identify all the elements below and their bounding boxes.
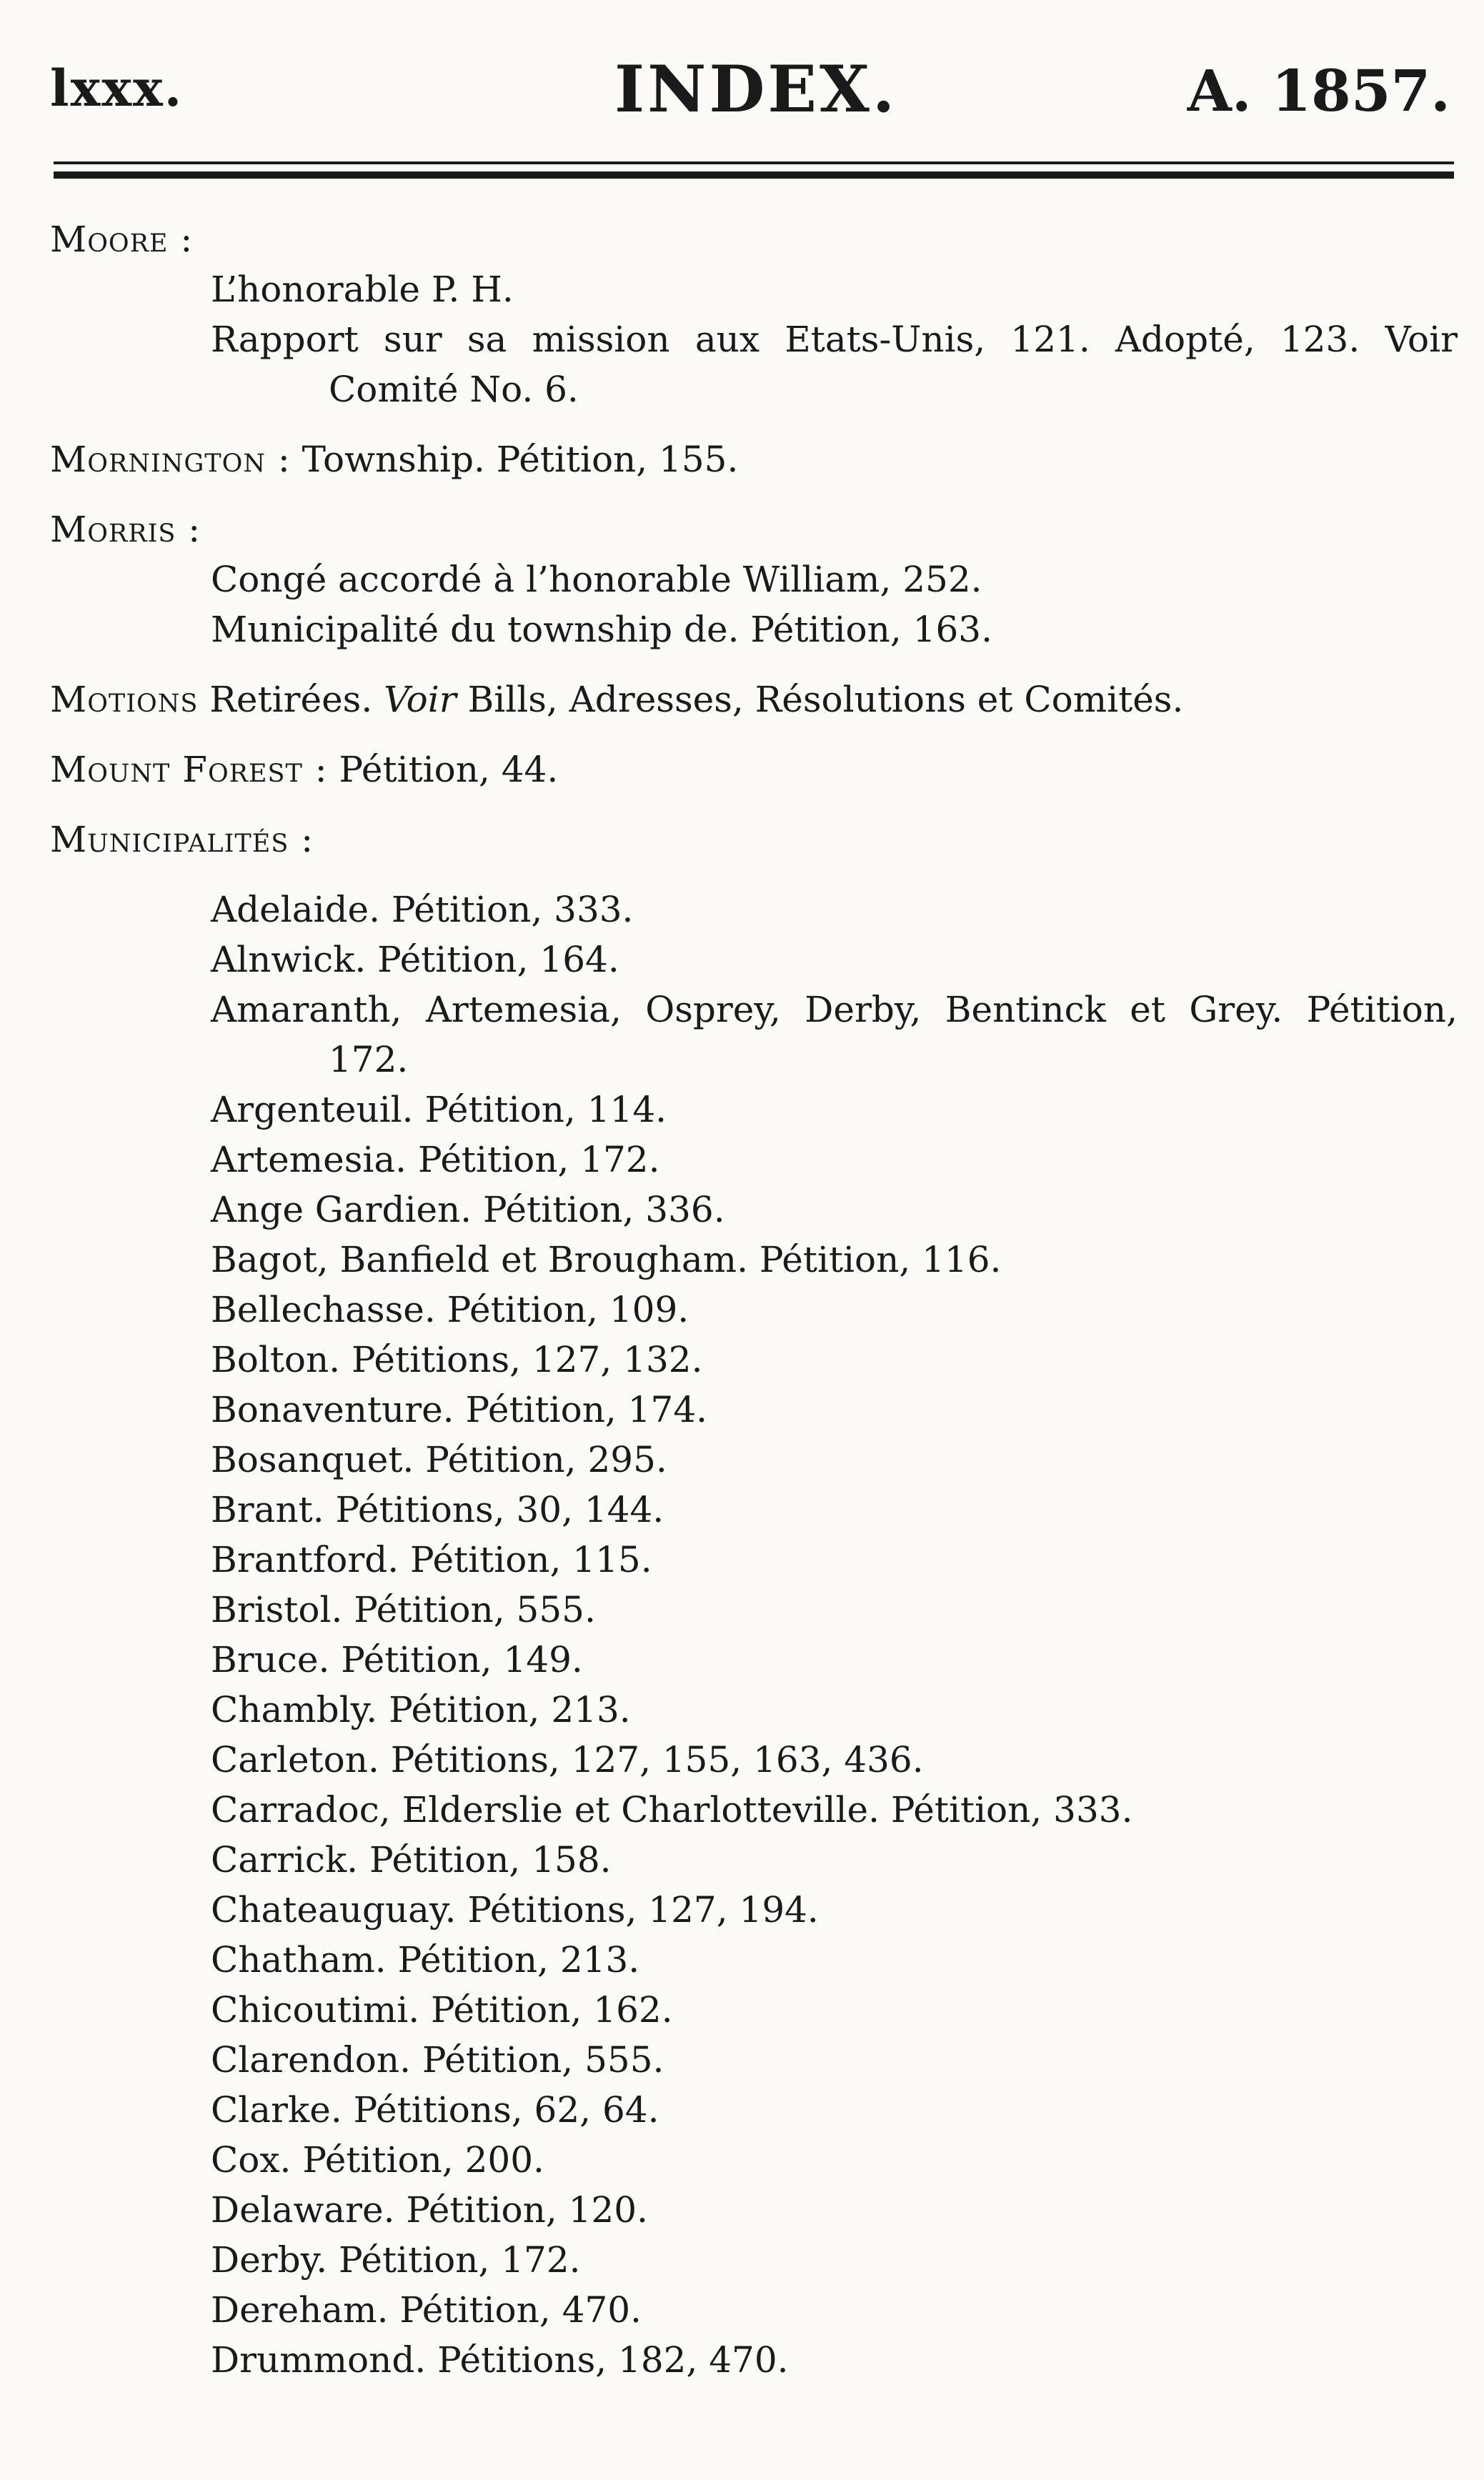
list-item: Bagot, Banfield et Brougham. Pétition, 116. — [211, 1239, 1002, 1280]
list-item: Chatham. Pétition, 213. — [211, 1939, 640, 1981]
list-item: Cox. Pétition, 200. — [211, 2139, 544, 2181]
list-item: Carrick. Pétition, 158. — [211, 1839, 612, 1881]
index-content — [50, 214, 1458, 2385]
entry-subline: L’honorable P. H. — [211, 269, 514, 310]
entry-head: Mornington : — [50, 439, 291, 480]
list-item: Chateauguay. Pétitions, 127, 194. — [211, 1889, 819, 1931]
list-item: Adelaide. Pétition, 333. — [211, 889, 634, 930]
entry-text: Bills, Adresses, Résolutions et Comités. — [456, 679, 1184, 720]
entry-head: Municipalités : — [50, 819, 314, 860]
entry-text: Township. Pétition, 155. — [290, 439, 739, 480]
list-item: Chicoutimi. Pétition, 162. — [211, 1989, 673, 2031]
list-item: Drummond. Pétitions, 182, 470. — [211, 2339, 789, 2381]
entry-text: Pétition, 44. — [327, 749, 559, 790]
entry-moore — [50, 214, 1458, 414]
list-item: Artemesia. Pétition, 172. — [211, 1139, 660, 1180]
list-item: Amaranth, Artemesia, Osprey, Derby, Bentinck et Grey. Pétition, — [211, 989, 1458, 1030]
list-item: Chambly. Pétition, 213. — [211, 1689, 631, 1730]
list-item: Bolton. Pétitions, 127, 132. — [211, 1339, 703, 1380]
list-item: Carradoc, Elderslie et Charlotteville. Pétition, 333. — [211, 1789, 1133, 1831]
entry-head: Morris : — [50, 509, 201, 550]
header-rule-thick — [54, 171, 1454, 179]
list-item: Bellechasse. Pétition, 109. — [211, 1289, 689, 1330]
list-item: Bristol. Pétition, 555. — [211, 1589, 596, 1630]
entry-head: Motions — [50, 679, 199, 720]
entry-motions — [50, 674, 1458, 724]
list-item: Carleton. Pétitions, 127, 155, 163, 436. — [211, 1739, 924, 1781]
list-item: Clarendon. Pétition, 555. — [211, 2039, 664, 2081]
entry-subline: Rapport sur sa mission aux Etats-Unis, 121. Adopté, 123. Voir — [211, 319, 1458, 360]
entry-morris — [50, 504, 1458, 654]
page-number: lxxx. — [50, 59, 184, 118]
entry-mount-forest — [50, 745, 1458, 795]
list-item: Brantford. Pétition, 115. — [211, 1539, 652, 1580]
entry-municipalites — [50, 815, 1458, 2385]
list-item: Derby. Pétition, 172. — [211, 2239, 581, 2281]
entry-text: Retirées. — [198, 679, 384, 720]
list-item: Bruce. Pétition, 149. — [211, 1639, 583, 1680]
header-rule-thin — [54, 161, 1454, 164]
entry-continuation: Comité No. 6. — [329, 369, 579, 410]
page-title: INDEX. — [614, 51, 898, 127]
year-label: A. 1857. — [1187, 57, 1450, 124]
entry-subline: Municipalité du township de. Pétition, 163. — [211, 609, 992, 650]
list-item-continuation: 172. — [329, 1039, 409, 1080]
list-item: Bonaventure. Pétition, 174. — [211, 1389, 708, 1430]
list-item: Brant. Pétitions, 30, 144. — [211, 1489, 664, 1530]
list-item: Dereham. Pétition, 470. — [211, 2289, 642, 2331]
page-header — [50, 51, 1450, 130]
list-item: Ange Gardien. Pétition, 336. — [211, 1189, 725, 1230]
entry-head: Moore : — [50, 219, 194, 260]
entry-head: Mount Forest : — [50, 749, 328, 790]
entry-mornington — [50, 434, 1458, 484]
list-item: Argenteuil. Pétition, 114. — [211, 1089, 667, 1130]
voir-reference: Voir — [384, 679, 457, 720]
list-item: Delaware. Pétition, 120. — [211, 2189, 648, 2231]
list-item: Bosanquet. Pétition, 295. — [211, 1439, 667, 1480]
entry-subline: Congé accordé à l’honorable William, 252. — [211, 559, 982, 600]
list-item: Clarke. Pétitions, 62, 64. — [211, 2089, 659, 2131]
list-item: Alnwick. Pétition, 164. — [211, 939, 619, 980]
